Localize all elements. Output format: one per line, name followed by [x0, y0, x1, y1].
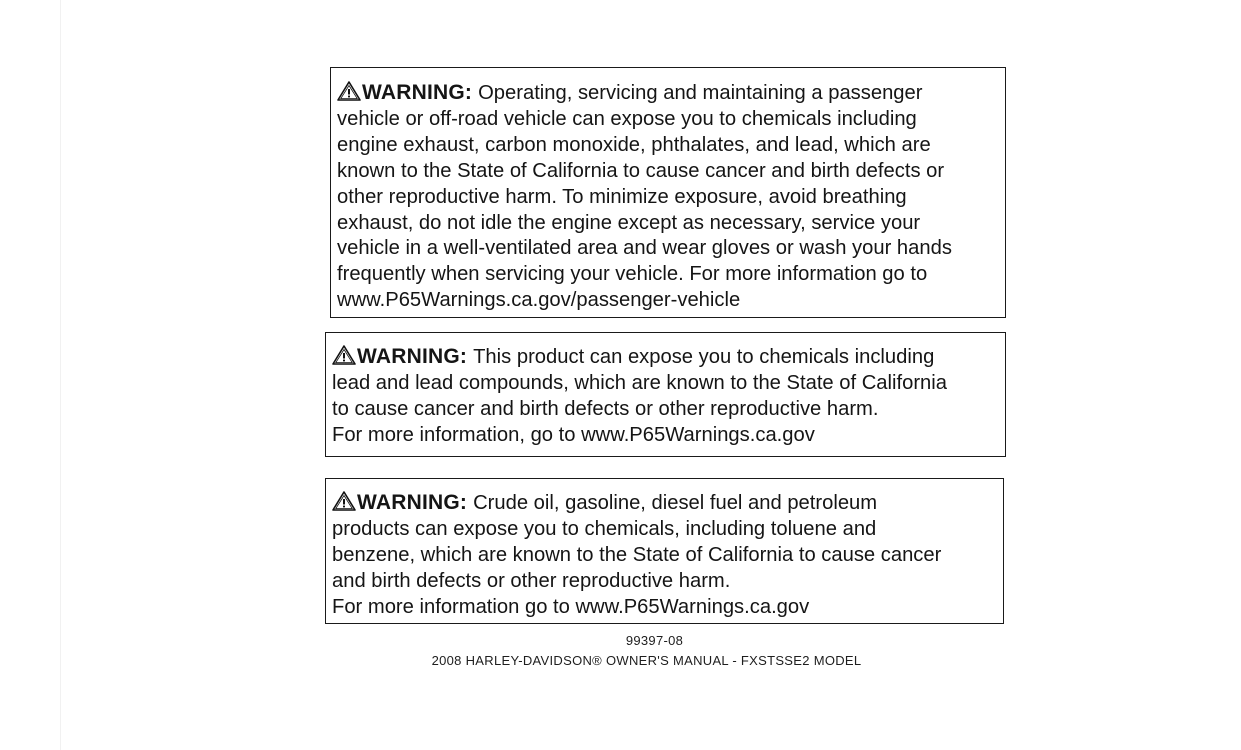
- warning-first-line: [337, 79, 999, 107]
- warning-text-line: vehicle in a well-ventilated area and wear gloves or wash your hands: [337, 237, 952, 260]
- warning-first-line: [332, 489, 997, 517]
- warning-box-petroleum-products: [325, 478, 1004, 624]
- warning-box-lead-compounds: [325, 332, 1006, 457]
- warning-text-line: For more information go to www.P65Warnings.ca.gov: [332, 595, 810, 618]
- warning-text-line: For more information, go to www.P65Warnings.ca.gov: [332, 423, 815, 446]
- warning-label: WARNING:: [357, 491, 468, 514]
- warning-box-vehicle-exhaust: [330, 67, 1006, 318]
- warning-text-line: frequently when servicing your vehicle. For more information go to: [337, 263, 928, 286]
- warning-text-line: Operating, servicing and maintaining a passenger: [478, 82, 923, 104]
- warning-text-line: known to the State of California to cause cancer and birth defects or: [337, 159, 945, 182]
- warning-text-line: engine exhaust, carbon monoxide, phthalates, and lead, which are: [337, 133, 931, 156]
- warning-text-line: and birth defects or other reproductive harm.: [332, 569, 731, 592]
- warning-label: WARNING:: [357, 345, 468, 368]
- warning-text-line: Crude oil, gasoline, diesel fuel and petroleum: [473, 492, 878, 514]
- warning-triangle-icon: [332, 491, 356, 511]
- warning-text-line: to cause cancer and birth defects or other reproductive harm.: [332, 397, 879, 420]
- warning-text-line: vehicle or off-road vehicle can expose you to chemicals including: [337, 107, 917, 130]
- warning-triangle-icon: [332, 345, 356, 365]
- warning-text-line: lead and lead compounds, which are known to the State of California: [332, 371, 947, 394]
- warning-text-line: benzene, which are known to the State of California to cause cancer: [332, 543, 942, 566]
- warning-text-line: exhaust, do not idle the engine except as necessary, service your: [337, 211, 921, 234]
- warning-text-line: products can expose you to chemicals, including toluene and: [332, 517, 877, 540]
- warning-first-line: [332, 343, 999, 371]
- warning-text-line: This product can expose you to chemicals including: [473, 346, 935, 368]
- part-number: 99397-08: [625, 633, 684, 648]
- warning-text-line: www.P65Warnings.ca.gov/passenger-vehicle: [337, 289, 741, 312]
- warning-triangle-icon: [337, 81, 361, 101]
- warning-text-line: other reproductive harm. To minimize exposure, avoid breathing: [337, 185, 907, 208]
- manual-title: 2008 HARLEY-DAVIDSON® OWNER'S MANUAL - FXSTSSE2 MODEL: [431, 653, 862, 668]
- warning-label: WARNING:: [362, 81, 473, 104]
